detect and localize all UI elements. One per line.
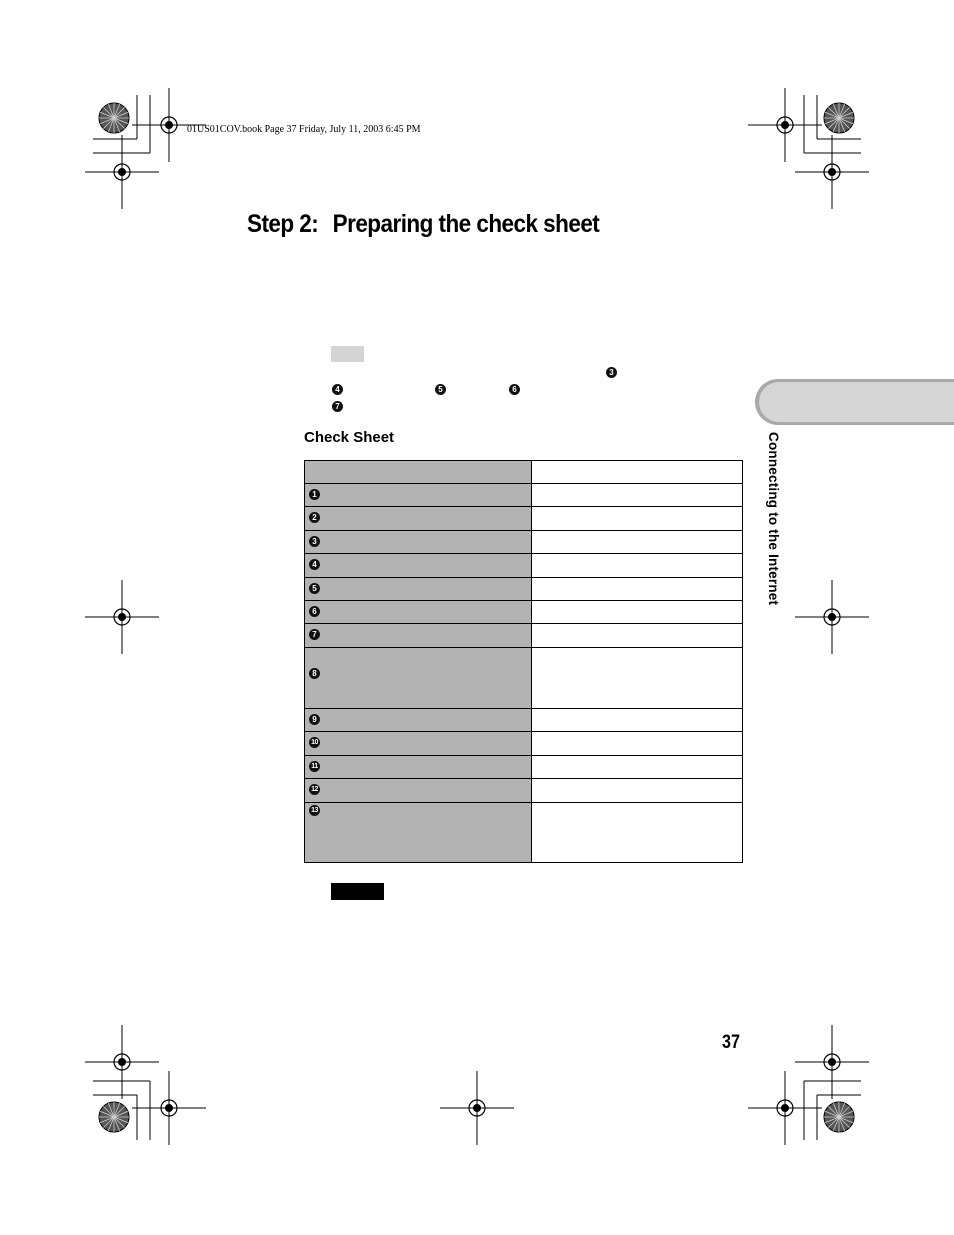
row-number: 11 [309,761,320,772]
value-cell[interactable] [532,648,743,709]
chapter-label: Connecting to the Internet [766,432,781,606]
check-sheet-table [304,460,743,863]
step-marker-3: 3 [606,367,617,378]
step-marker-7: 7 [332,401,343,412]
step-marker-5: 5 [435,384,446,395]
registration-cross [132,1071,206,1145]
label-cell [305,732,532,756]
table-row [305,779,743,803]
value-cell[interactable] [532,484,743,507]
registration-cross [85,1025,159,1099]
value-cell[interactable] [532,578,743,601]
label-cell [305,709,532,732]
label-cell [305,779,532,803]
value-cell[interactable] [532,601,743,624]
row-number: 8 [309,668,320,679]
chapter-tab [755,379,954,425]
label-cell [305,554,532,578]
row-number: 13 [309,805,320,816]
color-wheel-mark [824,103,854,133]
page-number: 37 [722,1032,740,1053]
registration-cross [748,1071,822,1145]
table-row [305,648,743,709]
value-cell[interactable] [532,507,743,531]
row-number: 10 [309,737,320,748]
color-wheel-mark [99,1102,129,1132]
note-label-box [331,346,364,362]
label-cell [305,578,532,601]
label-cell [305,507,532,531]
registration-cross [795,1025,869,1099]
table-row [305,578,743,601]
row-number: 6 [309,606,320,617]
label-cell [305,756,532,779]
row-number: 9 [309,714,320,725]
check-sheet-title: Check Sheet [304,429,395,446]
value-cell[interactable] [532,624,743,648]
label-cell [305,803,532,863]
label-cell [305,624,532,648]
file-info-header: 01US01COV.book Page 37 Friday, July 11, 2003 6:45 PM [187,124,421,135]
value-cell[interactable] [532,531,743,554]
table-row [305,709,743,732]
color-wheel-mark [99,103,129,133]
row-number: 4 [309,559,320,570]
label-cell [305,601,532,624]
table-row [305,803,743,863]
value-cell[interactable] [532,732,743,756]
table-row [305,507,743,531]
value-cell[interactable] [532,709,743,732]
table-row [305,601,743,624]
step-marker-6: 6 [509,384,520,395]
label-cell [305,648,532,709]
color-wheel-mark [824,1102,854,1132]
registration-cross [795,135,869,209]
row-number: 7 [309,629,320,640]
table-row [305,624,743,648]
row-number: 2 [309,512,320,523]
title-text: Preparing the check sheet [332,210,600,238]
label-cell [305,461,532,484]
label-cell [305,531,532,554]
row-number: 3 [309,536,320,547]
value-cell[interactable] [532,779,743,803]
registration-cross [748,88,822,162]
table-row [305,484,743,507]
step-marker-4: 4 [332,384,343,395]
value-cell[interactable] [532,756,743,779]
page-title [247,210,599,239]
table-row [305,554,743,578]
table-row [305,461,743,484]
table-row [305,756,743,779]
value-cell[interactable] [532,554,743,578]
table-row [305,732,743,756]
table-row [305,531,743,554]
row-number: 12 [309,784,320,795]
label-cell [305,484,532,507]
registration-cross [795,580,869,654]
value-cell[interactable] [532,461,743,484]
row-number: 1 [309,489,320,500]
value-cell[interactable] [532,803,743,863]
caution-label-box [331,883,384,900]
chapter-tab-inner [759,382,954,422]
registration-cross [440,1071,514,1145]
registration-cross [85,135,159,209]
row-number: 5 [309,583,320,594]
registration-cross [85,580,159,654]
step-label: Step 2: [247,210,319,238]
